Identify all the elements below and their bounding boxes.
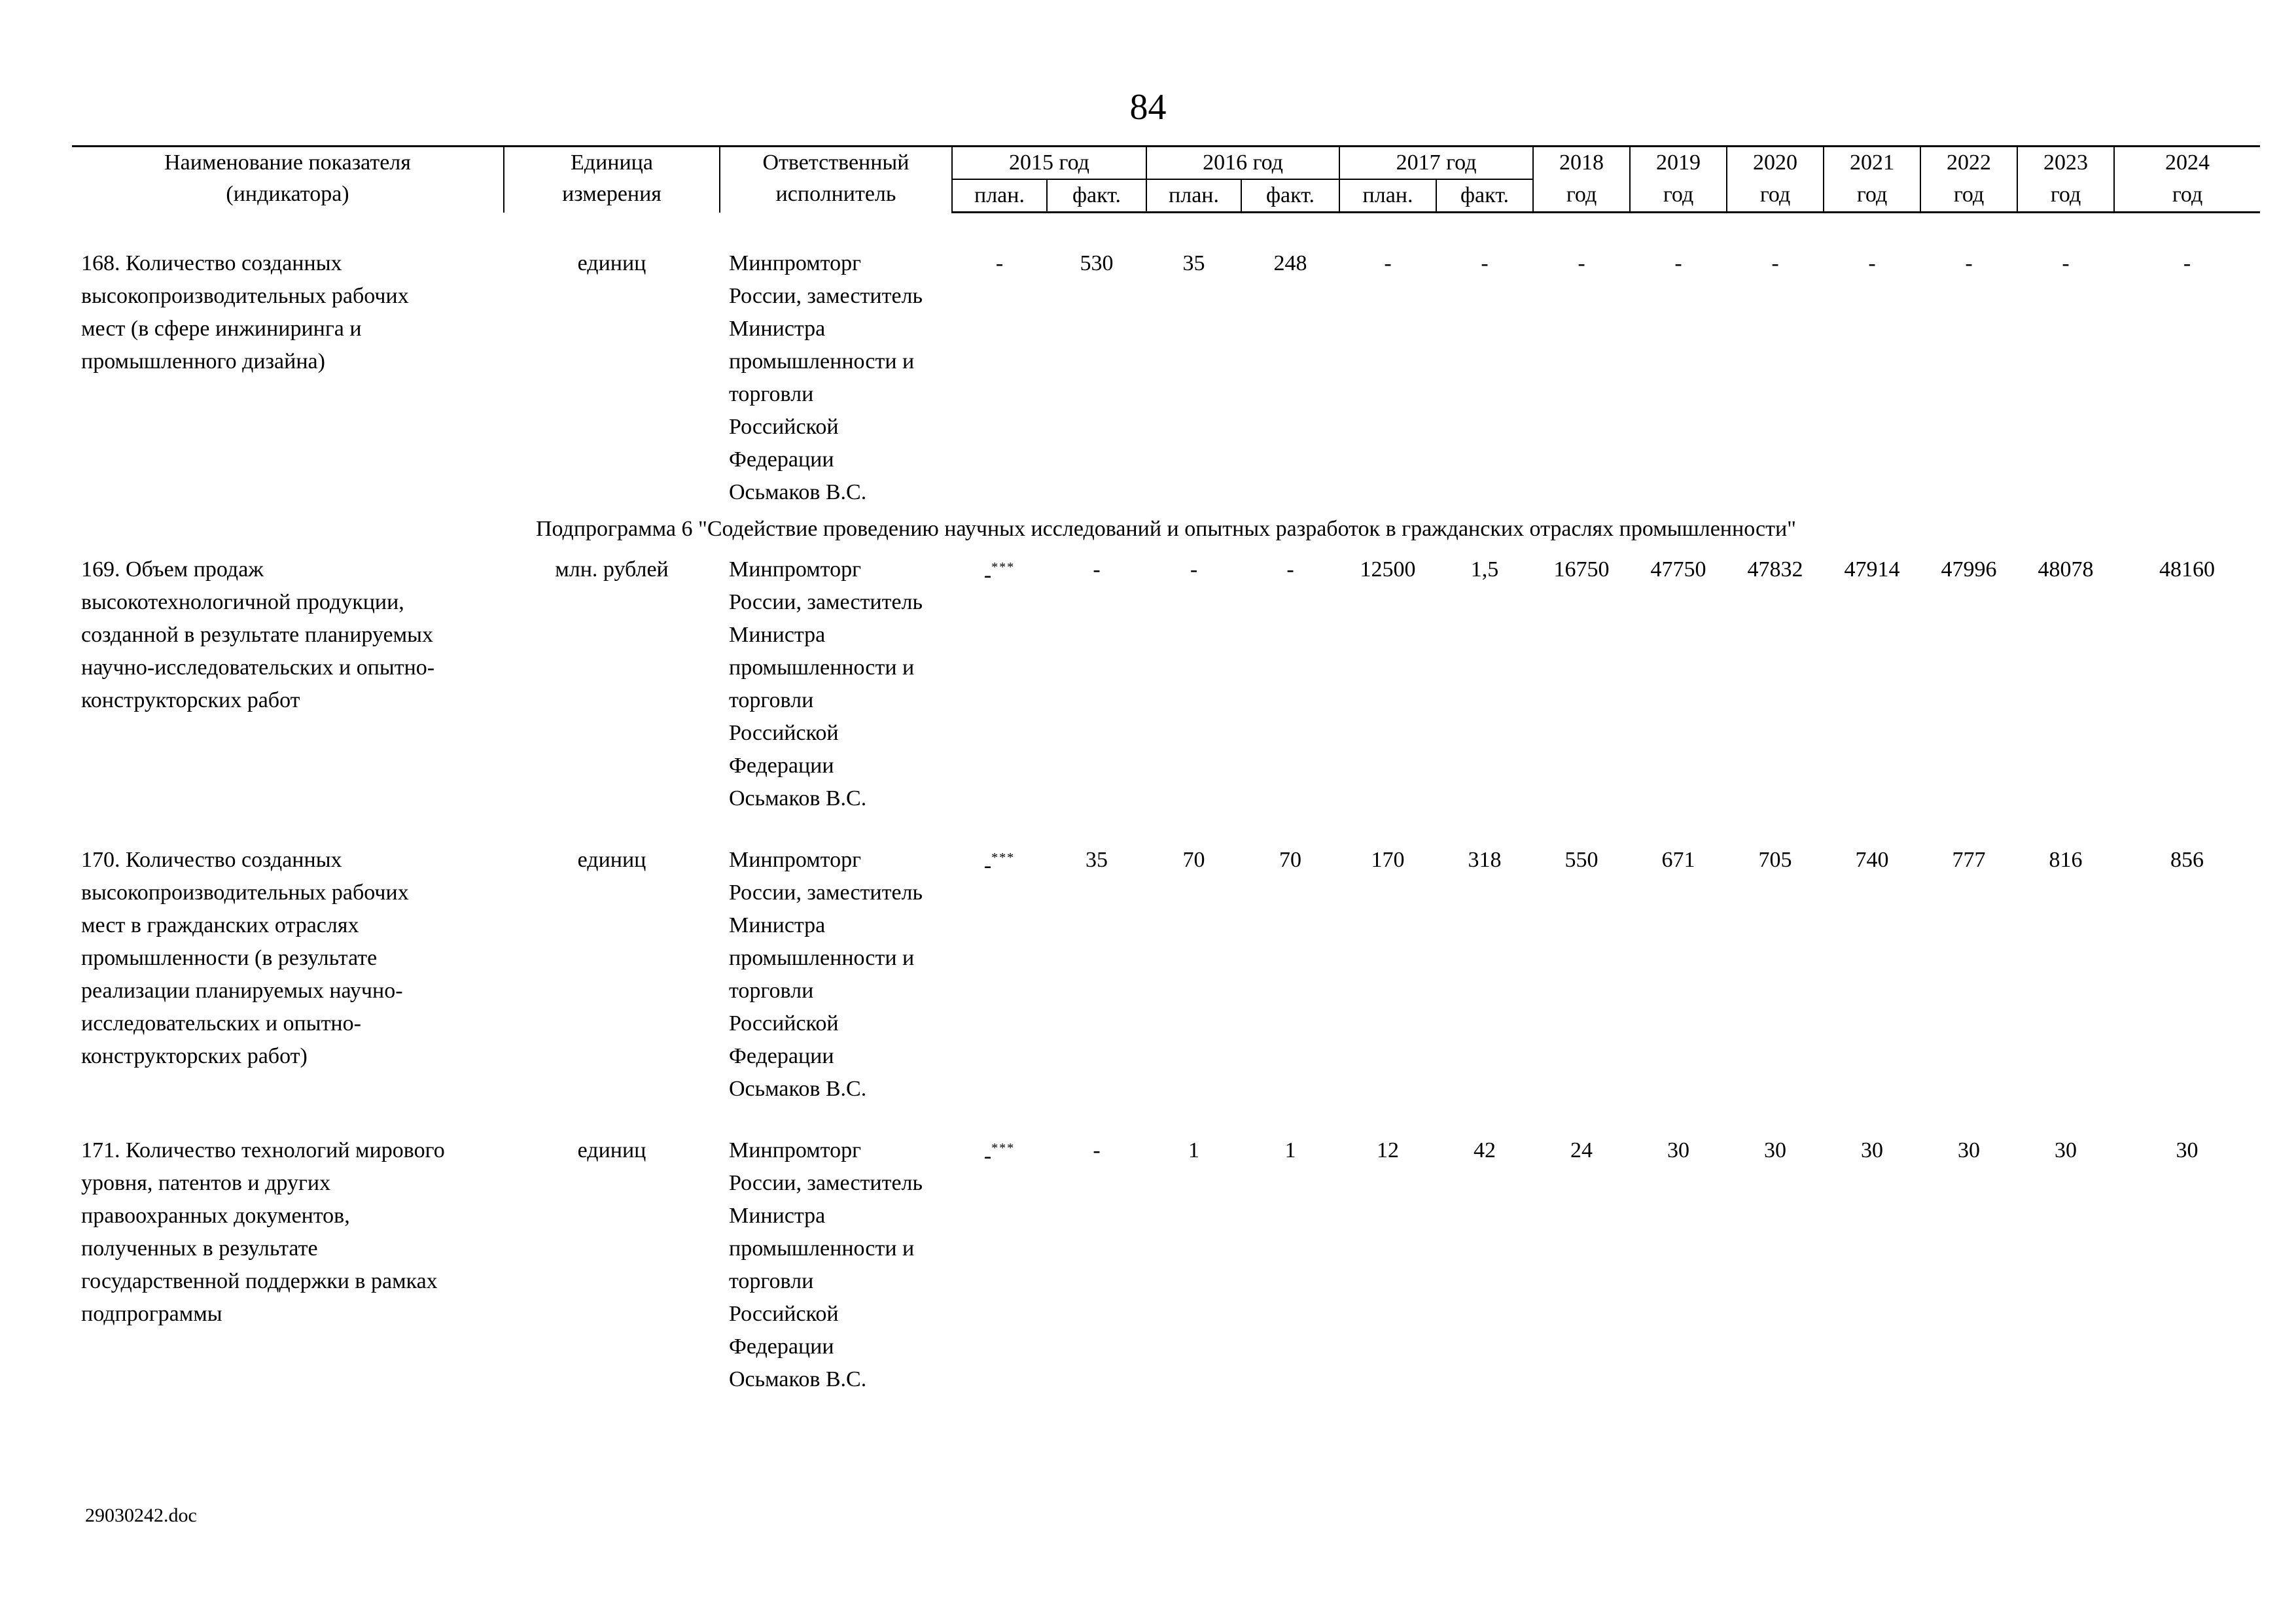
table-row: [72, 1134, 2260, 1396]
header-year-2018: 2018: [1533, 147, 1630, 180]
header-year-2015: 2015 год: [952, 147, 1146, 180]
value-cell: 1: [1284, 1138, 1296, 1162]
value-cell: 70: [1182, 848, 1205, 872]
footnote-mark: ***: [991, 850, 1016, 865]
value-cell: 35: [1086, 848, 1108, 872]
indicator-unit: единиц: [577, 848, 646, 872]
header-year-2017: 2017 год: [1339, 147, 1533, 180]
value-cell: 30: [1764, 1138, 1787, 1162]
footnote-mark: ***: [991, 560, 1016, 574]
value-cell: -: [1578, 251, 1585, 275]
header-plan-2016: план.: [1146, 179, 1241, 213]
value-cell: -: [1771, 251, 1779, 275]
value-cell: 1: [1188, 1138, 1200, 1162]
subprogram-row: [72, 509, 2260, 553]
value-cell: 740: [1855, 848, 1889, 872]
header-year-2019: 2019: [1630, 147, 1727, 180]
value-cell: 70: [1279, 848, 1302, 872]
value-cell: 30: [1861, 1138, 1884, 1162]
value-cell: 816: [2049, 848, 2083, 872]
value-cell: -: [1868, 251, 1876, 275]
value-cell: -: [1286, 557, 1294, 582]
value-cell: 530: [1080, 251, 1114, 275]
value-cell: -: [1674, 251, 1682, 275]
value-cell: 48160: [2159, 557, 2216, 582]
table-row: [72, 247, 2260, 509]
value-cell: -: [1093, 1138, 1101, 1162]
value-cell: -: [1190, 557, 1198, 582]
value-cell: 30: [2176, 1138, 2199, 1162]
value-cell: -: [1384, 251, 1392, 275]
header-fact-2016: факт.: [1241, 179, 1339, 213]
value-cell: -: [2062, 251, 2070, 275]
indicator-name: 170. Количество созданных высокопроизводительных рабочих мест в гражданских отраслях промышленности (в результате реализации планируемых научно- исследовательских и опытно- конструкторских работ): [81, 848, 409, 1068]
indicator-executor: Минпромторг России, заместитель Министра промышленности и торговли Российской Федерации Осьмаков В.С.: [729, 848, 923, 1101]
value-cell: -***: [983, 1141, 1016, 1168]
indicator-name: 168. Количество созданных высокопроизводительных рабочих мест (в сфере инжиниринга и промышленного дизайна): [81, 251, 409, 374]
value-cell: 24: [1570, 1138, 1593, 1162]
header-plan-2015: план.: [952, 179, 1047, 213]
value-cell: 248: [1273, 251, 1307, 275]
value-cell: -: [2183, 251, 2191, 275]
header-god-2021: год: [1824, 179, 1920, 213]
value-cell: 856: [2170, 848, 2204, 872]
header-plan-2017: план.: [1339, 179, 1436, 213]
header-year-2022: 2022: [1920, 147, 2017, 180]
value-cell: 30: [1958, 1138, 1981, 1162]
indicator-name: 169. Объем продаж высокотехнологичной продукции, созданной в результате планируемых научно-исследовательских и опытно- конструкторских работ: [81, 557, 435, 712]
header-year-2024: 2024: [2114, 147, 2260, 180]
document-footer: 29030242.doc: [85, 1505, 197, 1526]
indicator-executor: Минпромторг России, заместитель Министра промышленности и торговли Российской Федерации Осьмаков В.С.: [729, 557, 923, 811]
header-year-2023: 2023: [2017, 147, 2114, 180]
indicator-executor: Минпромторг России, заместитель Министра промышленности и торговли Российской Федерации Осьмаков В.С.: [729, 1138, 923, 1391]
value-cell: 48078: [2038, 557, 2094, 582]
table-row: [72, 553, 2260, 815]
header-god-2020: год: [1727, 179, 1824, 213]
value-cell: 550: [1564, 848, 1598, 872]
value-cell: 47832: [1747, 557, 1803, 582]
indicator-unit: единиц: [577, 251, 646, 275]
header-god-2023: год: [2017, 179, 2114, 213]
value-cell: 47750: [1650, 557, 1706, 582]
page-number: 84: [1129, 87, 1167, 128]
value-cell: 30: [1667, 1138, 1690, 1162]
table-row: [72, 844, 2260, 1106]
header-year-2020: 2020: [1727, 147, 1824, 180]
value-cell: -***: [983, 850, 1016, 878]
table-header: [72, 147, 2260, 213]
value-cell: 1,5: [1470, 557, 1499, 582]
value-cell: -: [995, 251, 1004, 275]
value-cell: -: [1965, 251, 1973, 275]
header-god-2018: год: [1533, 179, 1630, 213]
indicator-unit: млн. рублей: [555, 557, 669, 582]
value-cell: -: [1481, 251, 1489, 275]
indicator-unit: единиц: [577, 1138, 646, 1162]
indicators-table: [72, 145, 2260, 1396]
indicator-name: 171. Количество технологий мирового уровня, патентов и других правоохранных документов, полученных в результате государственной поддержки в рамках подпрограммы: [81, 1138, 445, 1326]
value-cell: 777: [1952, 848, 1986, 872]
header-executor: Ответственный исполнитель: [720, 147, 952, 213]
value-cell: -***: [983, 560, 1016, 587]
header-god-2022: год: [1920, 179, 2017, 213]
header-year-2021: 2021: [1824, 147, 1920, 180]
header-fact-2015: факт.: [1047, 179, 1146, 213]
header-name: Наименование показателя (индикатора): [72, 147, 504, 213]
footnote-mark: ***: [991, 1141, 1016, 1155]
value-cell: 42: [1474, 1138, 1496, 1162]
value-cell: 705: [1758, 848, 1792, 872]
value-cell: 35: [1182, 251, 1205, 275]
header-fact-2017: факт.: [1436, 179, 1533, 213]
value-cell: 170: [1371, 848, 1405, 872]
header-god-2019: год: [1630, 179, 1727, 213]
value-cell: -: [1093, 557, 1101, 582]
value-cell: 30: [2055, 1138, 2077, 1162]
value-cell: 12500: [1360, 557, 1416, 582]
value-cell: 318: [1468, 848, 1502, 872]
header-unit: Единица измерения: [504, 147, 720, 213]
value-cell: 47996: [1941, 557, 1997, 582]
value-cell: 671: [1661, 848, 1695, 872]
value-cell: 12: [1377, 1138, 1400, 1162]
header-year-2016: 2016 год: [1146, 147, 1339, 180]
subprogram-title: Подпрограмма 6 "Содействие проведению научных исследований и опытных разработок в гражданских отраслях промышленности": [535, 517, 1797, 541]
indicator-executor: Минпромторг России, заместитель Министра промышленности и торговли Российской Федерации Осьмаков В.С.: [729, 251, 923, 504]
header-god-2024: год: [2114, 179, 2260, 213]
value-cell: 16750: [1553, 557, 1610, 582]
value-cell: 47914: [1844, 557, 1900, 582]
